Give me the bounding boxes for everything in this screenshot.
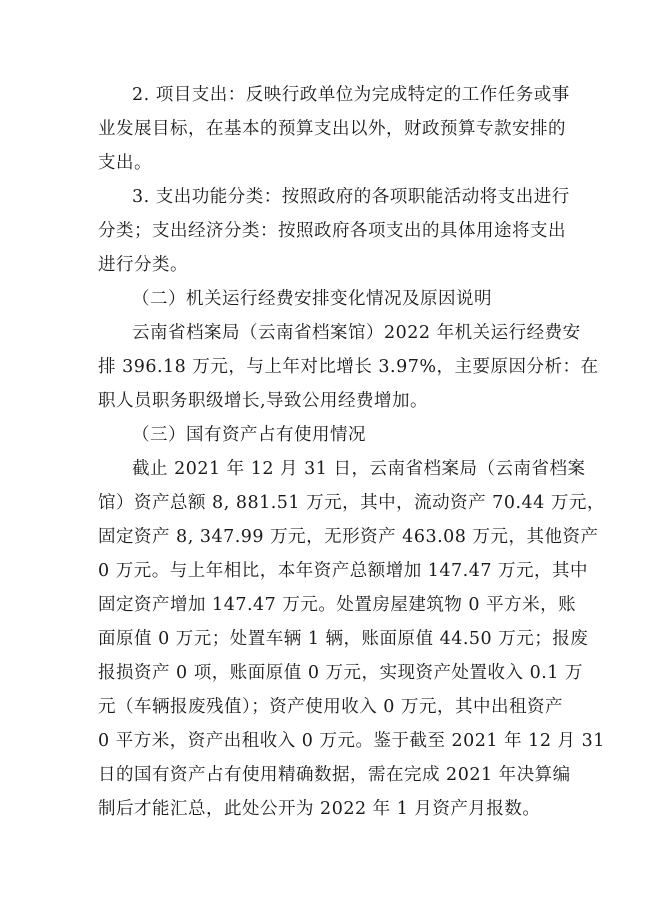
paragraph-4-line-6: 面原值 0 万元；处置车辆 1 辆，账面原值 44.50 万元；报废	[98, 629, 589, 649]
paragraph-3-line-1: 云南省档案局（云南省档案馆）2022 年机关运行经费安	[132, 323, 581, 343]
paragraph-4-line-11: 制后才能汇总，此处公开为 2022 年 1 月资产月报数。	[98, 799, 541, 819]
paragraph-2-line-1: 3. 支出功能分类：按照政府的各项职能活动将支出进行	[132, 187, 570, 207]
paragraph-2-line-3: 进行分类。	[98, 255, 188, 275]
paragraph-1-line-2: 业发展目标，在基本的预算支出以外，财政预算专款安排的	[98, 119, 566, 139]
paragraph-4-line-9: 0 平方米，资产出租收入 0 万元。鉴于截至 2021 年 12 月 31	[98, 731, 605, 751]
paragraph-3-line-2: 排 396.18 万元，与上年对比增长 3.97%，主要原因分析：在	[98, 357, 599, 377]
paragraph-4-line-4: 0 万元。与上年相比，本年资产总额增加 147.47 万元，其中	[98, 561, 589, 581]
paragraph-3-line-3: 职人员职务职级增长,导致公用经费增加。	[98, 391, 429, 411]
paragraph-4-line-1: 截止 2021 年 12 月 31 日，云南省档案局（云南省档案	[132, 459, 586, 479]
paragraph-4-line-3: 固定资产 8, 347.99 万元，无形资产 463.08 万元，其他资产	[98, 527, 599, 547]
paragraph-4-line-10: 日的国有资产占有使用精确数据，需在完成 2021 年决算编	[98, 765, 571, 785]
paragraph-4-line-8: 元（车辆报废残值）；资产使用收入 0 万元，其中出租资产	[98, 697, 564, 717]
paragraph-4-line-5: 固定资产增加 147.47 万元。处置房屋建筑物 0 平方米，账	[98, 595, 577, 615]
paragraph-1-line-1: 2. 项目支出：反映行政单位为完成特定的工作任务或事	[132, 85, 570, 105]
paragraph-4-line-7: 报损资产 0 项，账面原值 0 万元，实现资产处置收入 0.1 万	[98, 663, 583, 683]
paragraph-4-line-2: 馆）资产总额 8, 881.51 万元，其中，流动资产 70.44 万元，	[98, 493, 605, 513]
section-heading-2: （二）机关运行经费安排变化情况及原因说明	[132, 289, 492, 309]
section-heading-3: （三）国有资产占有使用情况	[132, 425, 366, 445]
paragraph-2-line-2: 分类；支出经济分类：按照政府各项支出的具体用途将支出	[98, 221, 566, 241]
paragraph-1-line-3: 支出。	[98, 153, 152, 173]
